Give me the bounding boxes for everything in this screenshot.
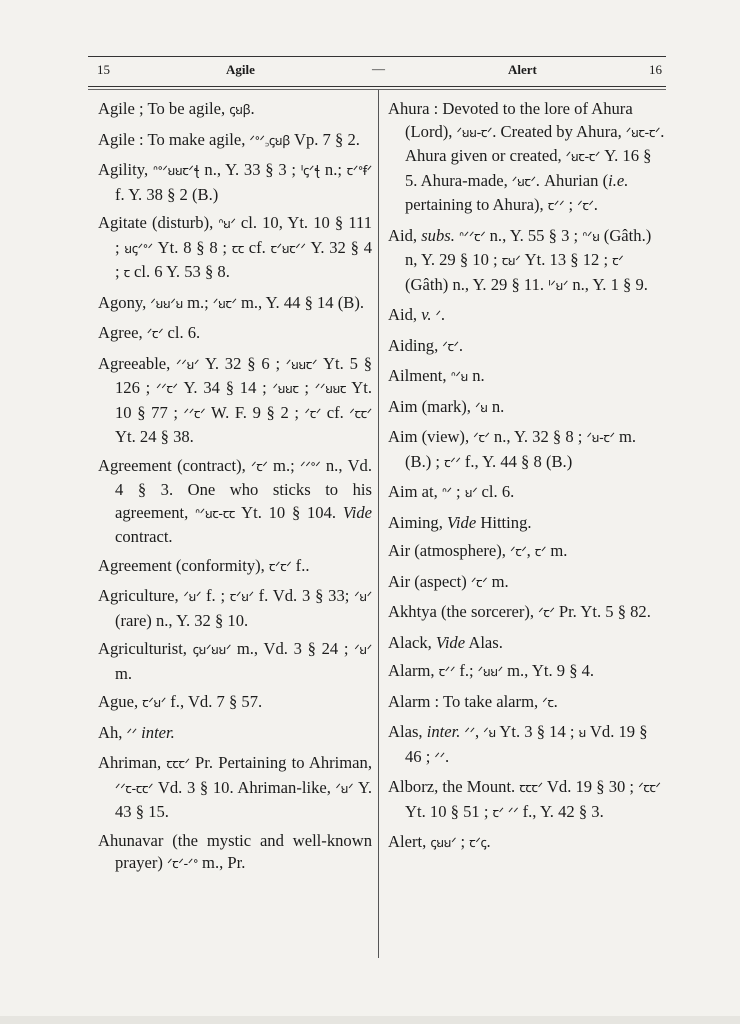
dictionary-entry: Ahriman, ꞇꞇꞇᐟ Pr. Pertaining to Ahriman, ᐟᐟꞇ-ꞇꞇᐟ Vd. 3 § 10. Ahriman-like, ᐟꞟᐟ Y. 43 § 15. (98, 753, 372, 821)
dictionary-entry: Agriculture, ᐟꞟᐟ f. ; ꞇᐟꞟᐟ f. Vd. 3 § 33; ᐟꞟᐟ (rare) n., Y. 32 § 10. (98, 586, 372, 630)
dictionary-entry: Alarm, ꞇᐟᐟ f.; ᐟꞟꞟᐟ m., Yt. 9 § 4. (388, 661, 595, 680)
dictionary-entry: Agile ; To be agile, ꞔꞟꞵ. (98, 99, 255, 118)
dictionary-entry: Aid, subs. ᐢᐟᐟꞇᐟ n., Y. 55 § 3 ; ᐢᐟꞟ (Gâth.) n, Y. 29 § 10 ; ꞇꞟᐟ Yt. 13 § 12 ; ꞇᐟ (Gâth) n., Y. 29 § 11. ᑊᐟꞟᐟ n., Y. 1 § 9. (388, 225, 652, 294)
dictionary-entry: Ailment, ᐢᐟꞟ n. (388, 366, 485, 385)
dictionary-entry: Agreement (contract), ᐟꞇᐟ m.; ᐟᐟᐤᐟ n., Vd. 4 § 3. One who sticks to his agreement, ᐢᐟꞟꞇ-ꞇꞇ Yt. 10 § 104. Vide contract. (98, 455, 372, 546)
dictionary-entry: Air (aspect) ᐟꞇᐟ m. (388, 571, 509, 591)
left-running-head: Agile (226, 62, 255, 77)
dictionary-entry: Ah, ᐟᐟ inter. (98, 722, 175, 742)
header-rule (88, 86, 666, 87)
dictionary-entry: Ahura : Devoted to the lore of Ahura (Lord), ᐟꞟꞟ-ꞇᐟ. Created by Ahura, ᐟꞟꞇ-ꞇᐟ. Ahura given or created, ᐟꞟꞇ-ꞇᐟ Y. 16 § 5. Ahura-made, ᐟꞟꞇᐟ. Ahurian (i.e. pertaining to Ahura), ꞇᐟᐟ ; ᐟꞇᐟ. (388, 99, 665, 214)
dictionary-entry: Agriculturist, ꞔꞟᐟꞟꞟᐟ m., Vd. 3 § 24 ; ᐟꞟᐟ m. (98, 639, 372, 683)
right-running-head: Alert (508, 62, 537, 77)
running-head-separator: — (372, 61, 385, 76)
dictionary-entry: Aim (mark), ᐟꞟ n. (388, 396, 505, 416)
right-page-number: 16 (649, 62, 662, 77)
dictionary-entry: Alas, inter. ᐟᐟ, ᐟꞟ Yt. 3 § 14 ; ꞟ Vd. 19 § 46 ; ᐟᐟ. (388, 722, 648, 766)
dictionary-entry: Aim at, ᐢᐟ ; ꞟᐟ cl. 6. (388, 482, 515, 501)
dictionary-entry: Alert, ꞔꞟꞟᐟ ; ꞇᐟꞔ. (388, 832, 491, 851)
dictionary-entry: Agree, ᐟꞇᐟ cl. 6. (98, 323, 201, 342)
dictionary-entry: Agreeable, ᐟᐟꞟᐟ Y. 32 § 6 ; ᐟꞟꞟꞇᐟ Yt. 5 § 126 ; ᐟᐟꞇᐟ Y. 34 § 14 ; ᐟꞟꞟꞇ ; ᐟᐟꞟꞟꞇ Yt. 10 § 77 ; ᐟᐟꞇᐟ W. F. 9 § 2 ; ᐟꞇᐟ cf. ᐟꞇꞇᐟ Yt. 24 § 38. (98, 353, 372, 446)
dictionary-entry: Agony, ᐟꞟꞟᐟꞟ m.; ᐟꞟꞇᐟ m., Y. 44 § 14 (B). (98, 292, 365, 312)
dictionary-entry: Alack, Vide Alas. (388, 632, 503, 652)
header-rule-thin (88, 89, 666, 90)
page-bottom-edge (0, 1016, 740, 1024)
dictionary-entry: Agile : To make agile, ᐟᐤᐟ꜆ꞔꞟꞵ Vp. 7 § 2. (98, 129, 360, 149)
column-divider (378, 90, 379, 958)
dictionary-entry: Agreement (conformity), ꞇᐟꞇᐟ f.. (98, 555, 310, 575)
right-column (388, 98, 666, 862)
dictionary-entry: Alarm : To take alarm, ᐟꞇ. (388, 691, 558, 711)
dictionary-entry: Aiding, ᐟꞇᐟ. (388, 335, 464, 355)
dictionary-entry: Akhtya (the sorcerer), ᐟꞇᐟ Pr. Yt. 5 § 82. (388, 602, 651, 621)
left-column (98, 98, 372, 883)
dictionary-entry: Aid, v. ᐟ. (388, 305, 446, 324)
dictionary-entry: Aim (view), ᐟꞇᐟ n., Y. 32 § 8 ; ᐟꞟ-ꞇᐟ m. (B.) ; ꞇᐟᐟ f., Y. 44 § 8 (B.) (388, 427, 637, 471)
dictionary-entry: Ague, ꞇᐟꞟᐟ f., Vd. 7 § 57. (98, 692, 263, 711)
dictionary-entry: Agitate (disturb), ᐢꞟᐟ cl. 10, Yt. 10 § 111 ; ꞟꞔᐟᐤᐟ Yt. 8 § 8 ; ꞇꞇ cf. ꞇᐟꞟꞇᐟᐟ Y. 32 § 4 ; ꞇ cl. 6 Y. 53 § 8. (98, 213, 372, 281)
dictionary-entry: Alborz, the Mount. ꞇꞇꞇᐟ Vd. 19 § 30 ; ᐟꞇꞇᐟ Yt. 10 § 51 ; ꞇᐟ ᐟᐟ f., Y. 42 § 3. (388, 777, 661, 821)
dictionary-entry: Air (atmosphere), ᐟꞇᐟ, ꞇᐟ m. (388, 541, 568, 560)
left-page-number: 15 (97, 62, 110, 77)
dictionary-entry: Ahunavar (the mystic and well-known prayer) ᐟꞇᐟ-ᐟᐤ m., Pr. (98, 830, 372, 872)
top-rule (88, 56, 666, 57)
dictionary-entry: Agility, ᐢᐤᐟꞟꞟꞇᐟꞎ n., Y. 33 § 3 ; ᑊꞔᐟꞎ n.; ꞇᐟᐤꞙᐟ f. Y. 38 § 2 (B.) (98, 160, 372, 204)
dictionary-entry: Aiming, Vide Hitting. (388, 512, 532, 532)
